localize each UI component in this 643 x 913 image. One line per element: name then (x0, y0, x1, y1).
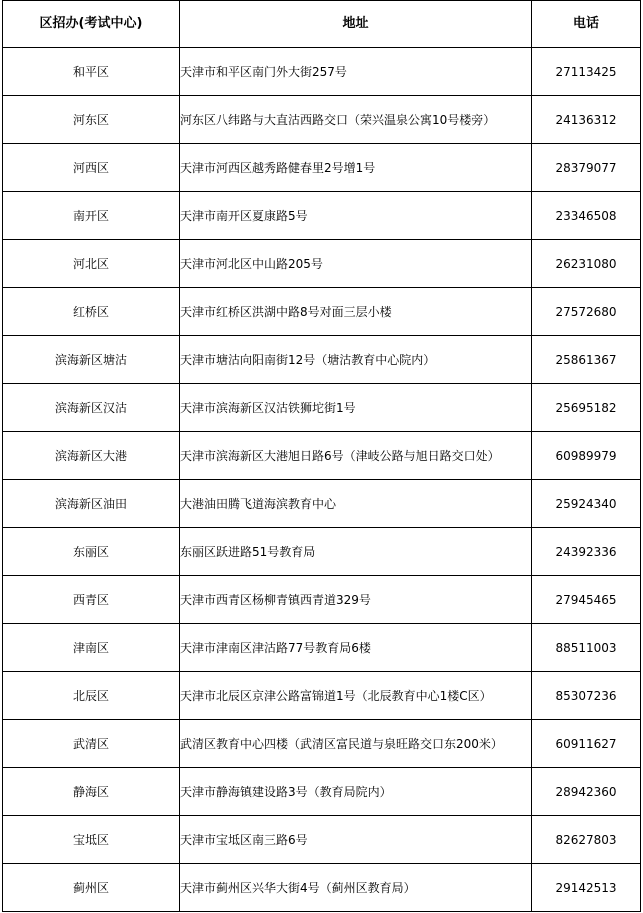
address-cell: 天津市红桥区洪湖中路8号对面三层小楼 (180, 288, 532, 336)
address-cell: 河东区八纬路与大直沽西路交口（荣兴温泉公寓10号楼旁） (180, 96, 532, 144)
table-row (3, 288, 641, 336)
address-cell: 天津市西青区杨柳青镇西青道329号 (180, 576, 532, 624)
district-cell: 东丽区 (3, 528, 180, 576)
address-cell: 天津市北辰区京津公路富锦道1号（北辰教育中心1楼C区） (180, 672, 532, 720)
district-cell: 武清区 (3, 720, 180, 768)
table-row (3, 336, 641, 384)
address-cell: 天津市河西区越秀路健春里2号增1号 (180, 144, 532, 192)
table-row (3, 720, 641, 768)
phone-cell: 27572680 (532, 288, 641, 336)
table-row (3, 672, 641, 720)
address-cell: 大港油田腾飞道海滨教育中心 (180, 480, 532, 528)
district-cell: 静海区 (3, 768, 180, 816)
address-cell: 武清区教育中心四楼（武清区富民道与泉旺路交口东200米） (180, 720, 532, 768)
table-row (3, 48, 641, 96)
district-cell: 津南区 (3, 624, 180, 672)
table-row (3, 528, 641, 576)
table-row (3, 144, 641, 192)
phone-cell: 28379077 (532, 144, 641, 192)
district-cell: 河东区 (3, 96, 180, 144)
phone-cell: 25924340 (532, 480, 641, 528)
table-row (3, 432, 641, 480)
district-cell: 蓟州区 (3, 864, 180, 912)
table-row (3, 192, 641, 240)
address-cell: 天津市河北区中山路205号 (180, 240, 532, 288)
table-row (3, 240, 641, 288)
table-header-row (3, 1, 641, 48)
address-cell: 天津市宝坻区南三路6号 (180, 816, 532, 864)
phone-cell: 28942360 (532, 768, 641, 816)
district-cell: 南开区 (3, 192, 180, 240)
address-cell: 东丽区跃进路51号教育局 (180, 528, 532, 576)
phone-cell: 29142513 (532, 864, 641, 912)
table-row (3, 624, 641, 672)
address-cell: 天津市塘沽向阳南街12号（塘沽教育中心院内） (180, 336, 532, 384)
district-cell: 滨海新区汉沽 (3, 384, 180, 432)
phone-cell: 60911627 (532, 720, 641, 768)
address-cell: 天津市南开区夏康路5号 (180, 192, 532, 240)
table-row (3, 576, 641, 624)
phone-cell: 25861367 (532, 336, 641, 384)
header-address: 地址 (180, 1, 532, 48)
phone-cell: 27945465 (532, 576, 641, 624)
header-district: 区招办(考试中心) (3, 1, 180, 48)
phone-cell: 25695182 (532, 384, 641, 432)
phone-cell: 85307236 (532, 672, 641, 720)
address-cell: 天津市滨海新区大港旭日路6号（津岐公路与旭日路交口处） (180, 432, 532, 480)
exam-office-table (2, 0, 641, 912)
phone-cell: 23346508 (532, 192, 641, 240)
district-cell: 滨海新区油田 (3, 480, 180, 528)
phone-cell: 60989979 (532, 432, 641, 480)
district-cell: 北辰区 (3, 672, 180, 720)
header-phone: 电话 (532, 1, 641, 48)
address-cell: 天津市蓟州区兴华大街4号（蓟州区教育局） (180, 864, 532, 912)
phone-cell: 27113425 (532, 48, 641, 96)
address-cell: 天津市滨海新区汉沽铁狮坨街1号 (180, 384, 532, 432)
phone-cell: 24392336 (532, 528, 641, 576)
table-row (3, 864, 641, 912)
table-row (3, 816, 641, 864)
district-cell: 河西区 (3, 144, 180, 192)
district-cell: 红桥区 (3, 288, 180, 336)
address-cell: 天津市静海镇建设路3号（教育局院内） (180, 768, 532, 816)
phone-cell: 82627803 (532, 816, 641, 864)
district-cell: 滨海新区塘沽 (3, 336, 180, 384)
table-row (3, 384, 641, 432)
district-cell: 和平区 (3, 48, 180, 96)
district-cell: 河北区 (3, 240, 180, 288)
phone-cell: 24136312 (532, 96, 641, 144)
district-cell: 宝坻区 (3, 816, 180, 864)
district-cell: 滨海新区大港 (3, 432, 180, 480)
phone-cell: 26231080 (532, 240, 641, 288)
phone-cell: 88511003 (532, 624, 641, 672)
table-row (3, 480, 641, 528)
district-cell: 西青区 (3, 576, 180, 624)
table-row (3, 96, 641, 144)
address-cell: 天津市津南区津沽路77号教育局6楼 (180, 624, 532, 672)
address-cell: 天津市和平区南门外大街257号 (180, 48, 532, 96)
table-row (3, 768, 641, 816)
